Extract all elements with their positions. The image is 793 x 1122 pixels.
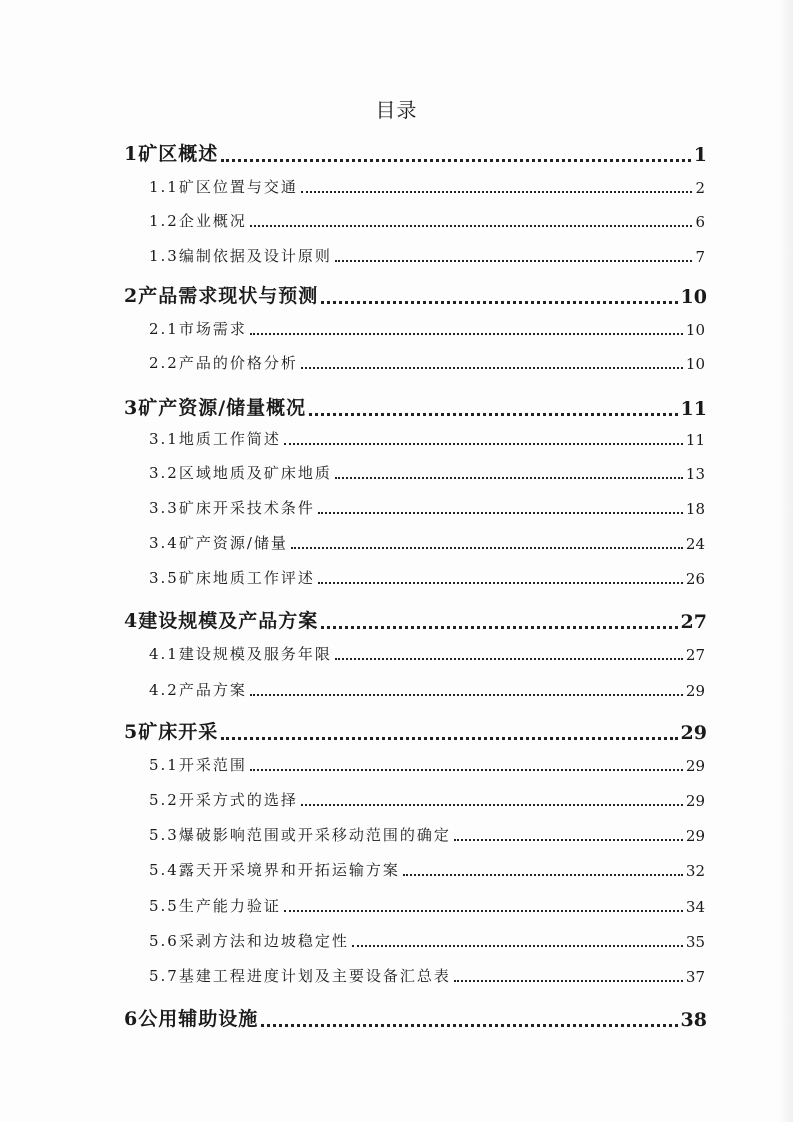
dot-leader: [250, 769, 683, 771]
toc-subsection-entry[interactable]: [149, 497, 705, 518]
toc-entry-label: 1.1矿区位置与交通: [149, 178, 298, 196]
toc-page-number: 35: [685, 933, 705, 951]
toc-page-number: 29: [685, 827, 705, 845]
scan-edge-shadow: [779, 0, 793, 1122]
toc-section-entry[interactable]: [124, 717, 707, 744]
toc-page-number: 34: [685, 898, 705, 916]
dot-leader: [284, 443, 683, 445]
toc-title: 目录: [375, 98, 418, 122]
toc-subsection-entry[interactable]: [149, 210, 705, 231]
toc-page-number: 37: [685, 968, 705, 986]
toc-entry-label: 5.7基建工程进度计划及主要设备汇总表: [149, 967, 451, 985]
toc-entry-label: 4.1建设规模及服务年限: [149, 645, 332, 663]
dot-leader: [318, 512, 683, 514]
toc-entry-label: 4建设规模及产品方案: [124, 610, 319, 632]
dot-leader: [301, 191, 693, 193]
dot-leader: [321, 626, 677, 629]
toc-page-number: 10: [685, 321, 705, 339]
toc-subsection-entry[interactable]: [149, 754, 705, 775]
toc-section-entry[interactable]: [124, 1004, 707, 1031]
toc-page-number: 13: [685, 465, 705, 483]
toc-page-number: 10: [680, 286, 707, 308]
toc-subsection-entry[interactable]: [149, 428, 705, 449]
toc-section-entry[interactable]: [124, 139, 707, 166]
toc-subsection-entry[interactable]: [149, 895, 705, 916]
toc-page-number: 27: [685, 646, 705, 664]
toc-page-number: 29: [685, 792, 705, 810]
toc-subsection-entry[interactable]: [149, 318, 705, 339]
toc-entry-label: 1.3编制依据及设计原则: [149, 247, 332, 265]
toc-entry-label: 2.2产品的价格分析: [149, 354, 298, 372]
toc-page-number: 11: [680, 398, 707, 420]
toc-page-number: 27: [680, 611, 707, 633]
toc-entry-label: 5.2开采方式的选择: [149, 791, 298, 809]
toc-entry-label: 5.6采剥方法和边坡稳定性: [149, 932, 349, 950]
toc-subsection-entry[interactable]: [149, 352, 705, 373]
toc-page-number: 11: [685, 431, 705, 449]
toc-subsection-entry[interactable]: [149, 643, 705, 664]
toc-entry-label: 5矿床开采: [124, 721, 219, 743]
toc-subsection-entry[interactable]: [149, 567, 705, 588]
dot-leader: [335, 658, 683, 660]
dot-leader: [261, 1024, 677, 1027]
toc-subsection-entry[interactable]: [149, 176, 705, 197]
dot-leader: [454, 980, 683, 982]
toc-page-number: 2: [695, 179, 705, 197]
toc-subsection-entry[interactable]: [149, 462, 705, 483]
dot-leader: [309, 413, 677, 416]
toc-entry-label: 3.1地质工作简述: [149, 430, 281, 448]
dot-leader: [250, 333, 683, 335]
toc-entry-label: 1矿区概述: [124, 143, 219, 165]
toc-page-number: 1: [693, 144, 707, 166]
toc-entry-label: 3.5矿床地质工作评述: [149, 569, 315, 587]
dot-leader: [335, 477, 683, 479]
toc-subsection-entry[interactable]: [149, 859, 705, 880]
toc-page-number: 26: [685, 570, 705, 588]
dot-leader: [221, 737, 677, 740]
dot-leader: [301, 367, 683, 369]
dot-leader: [250, 694, 683, 696]
dot-leader: [284, 910, 683, 912]
toc-section-entry[interactable]: [124, 281, 707, 308]
dot-leader: [291, 547, 683, 549]
toc-page-number: 38: [680, 1009, 707, 1031]
dot-leader: [454, 839, 683, 841]
dot-leader: [318, 582, 683, 584]
toc-entry-label: 3.4矿产资源/储量: [149, 534, 288, 552]
toc-entry-label: 5.4露天开采境界和开拓运输方案: [149, 861, 400, 879]
toc-subsection-entry[interactable]: [149, 245, 705, 266]
toc-page-number: 7: [695, 248, 705, 266]
toc-subsection-entry[interactable]: [149, 532, 705, 553]
toc-page-number: 29: [685, 757, 705, 775]
toc-subsection-entry[interactable]: [149, 679, 705, 700]
toc-entry-label: 6公用辅助设施: [124, 1008, 259, 1030]
toc-entry-label: 3矿产资源/储量概况: [124, 397, 307, 419]
toc-entry-label: 3.2区域地质及矿床地质: [149, 464, 332, 482]
toc-entry-label: 4.2产品方案: [149, 681, 247, 699]
toc-entry-label: 2产品需求现状与预测: [124, 285, 319, 307]
toc-entry-label: 2.1市场需求: [149, 320, 247, 338]
dot-leader: [335, 260, 693, 262]
toc-page-number: 24: [685, 535, 705, 553]
toc-entry-label: 1.2企业概况: [149, 212, 247, 230]
dot-leader: [301, 804, 683, 806]
toc-page-number: 32: [685, 862, 705, 880]
toc-page-number: 6: [695, 213, 705, 231]
toc-subsection-entry[interactable]: [149, 930, 705, 951]
dot-leader: [352, 945, 683, 947]
toc-page-number: 29: [680, 722, 707, 744]
toc-section-entry[interactable]: [124, 393, 707, 420]
toc-subsection-entry[interactable]: [149, 789, 705, 810]
toc-subsection-entry[interactable]: [149, 965, 705, 986]
toc-subsection-entry[interactable]: [149, 824, 705, 845]
dot-leader: [250, 225, 693, 227]
toc-section-entry[interactable]: [124, 606, 707, 633]
dot-leader: [221, 159, 691, 162]
toc-entry-label: 5.3爆破影响范围或开采移动范围的确定: [149, 826, 451, 844]
toc-page-number: 29: [685, 682, 705, 700]
toc-page-number: 18: [685, 500, 705, 518]
toc-entry-label: 3.3矿床开采技术条件: [149, 499, 315, 517]
dot-leader: [403, 874, 683, 876]
toc-page-number: 10: [685, 355, 705, 373]
dot-leader: [321, 301, 677, 304]
toc-entry-label: 5.5生产能力验证: [149, 897, 281, 915]
toc-entry-label: 5.1开采范围: [149, 756, 247, 774]
